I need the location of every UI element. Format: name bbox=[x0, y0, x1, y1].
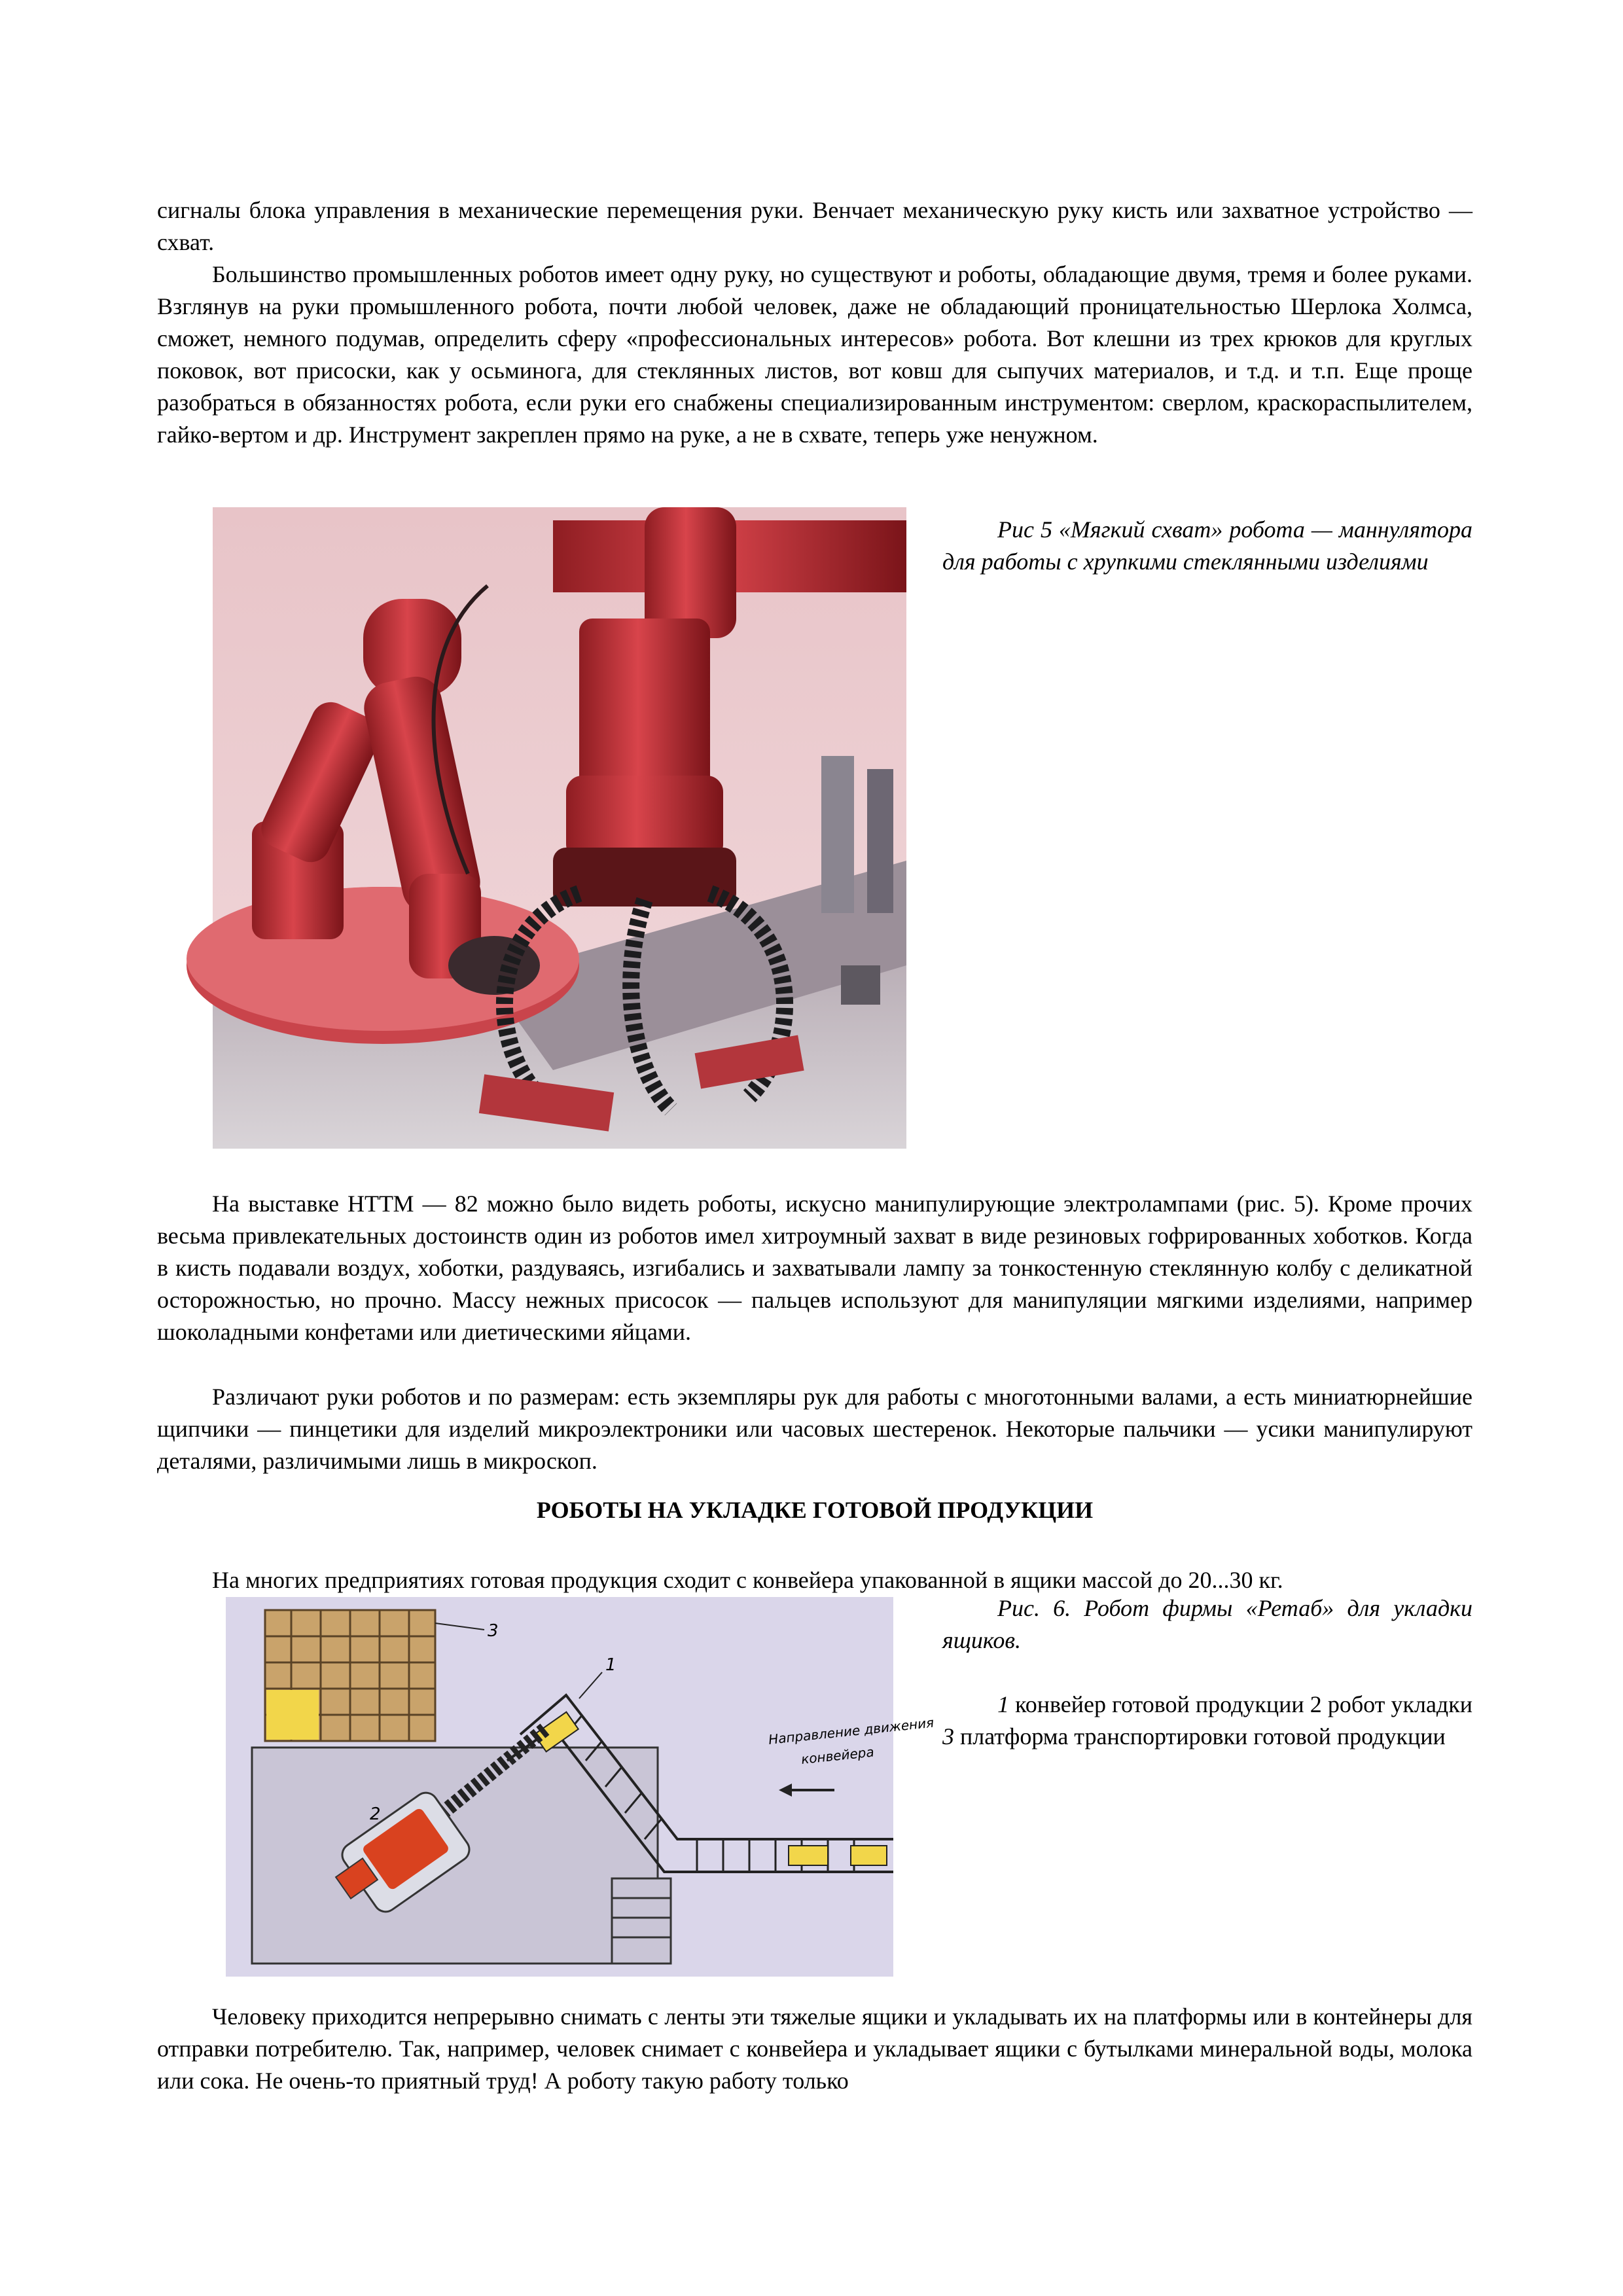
figure-5-illustration bbox=[213, 507, 906, 1149]
legend-text-3: платформа транспортировки готовой продукции bbox=[954, 1723, 1446, 1749]
paragraph-1: сигналы блока управления в механические перемещения руки. Венчает механическую руку кисть или захватное устройство — схват. bbox=[157, 197, 1472, 255]
paragraph-2: Большинство промышленных роботов имеет одну руку, но существуют и роботы, обладающие двумя, тремя и более руками. Взглянув на руки промышленного робота, почти любой человек, даже не обладающий проницательностью Шерлока Холмса, сможет, немного подумав, определить сферу «профессиональных интересов» робота. Вот клешни из трех крюков для круглых поковок, вот присоски, как у осьминога, для стеклянных листов, вот ковш для сыпучих материалов, и т.д. и т.п. Еще проще разобраться в обязанностях робота, если руки его снабжены специализированным инструментом: сверлом, краскораспылителем, гайко-вертом и др. Инструмент закреплен прямо на руке, а не в схвате, теперь уже ненужном. bbox=[157, 261, 1472, 448]
legend-number-3: 3 bbox=[942, 1723, 954, 1749]
paragraph-5: На многих предприятиях готовая продукция сходит с конвейера упакованной в ящики массой до 20...30 кг. bbox=[212, 1567, 1283, 1593]
paragraph-3: На выставке НТТМ — 82 можно было видеть роботы, искусно манипулирующие электролампами (рис. 5). Кроме прочих весьма привлекательных достоинств один из роботов имел хитроумный захват в виде резиновых гофрированных хоботков. Когда в кисть подавали воздух, хоботки, раздуваясь, изгибались и захватывали лампу за тонкостенную стеклянную колбу с деликатной осторожностью, но прочно. Массу нежных присосок — пальцев используют для манипуляции мягкими изделиями, например шоколадными конфетами или диетическими яйцами. bbox=[157, 1191, 1472, 1345]
legend-text-1: конвейер готовой продукции 2 робот укладки bbox=[1009, 1691, 1472, 1717]
paragraph-4: Различают руки роботов и по размерам: есть экземпляры рук для работы с многотонными валами, а есть миниатюрнейшие щипчики — пинцетики для изделий микроэлектроники или часовых шестеренок. Некоторые пальчики — усики манипулируют деталями, различимыми лишь в микроскоп. bbox=[157, 1384, 1472, 1474]
direction-label-line2: конвейера bbox=[800, 1744, 875, 1767]
label-3: 3 bbox=[488, 1621, 499, 1641]
figure-6-diagram bbox=[226, 1597, 935, 1977]
palletizing-robot-diagram bbox=[226, 1597, 935, 1977]
label-1: 1 bbox=[605, 1655, 616, 1675]
section-heading: РОБОТЫ НА УКЛАДКЕ ГОТОВОЙ ПРОДУКЦИИ bbox=[536, 1497, 1094, 1523]
figure-5-caption: Рис 5 «Мягкий схват» робота — маннулятора для работы с хрупкими стеклянными изделиями bbox=[942, 516, 1472, 575]
direction-label-line1: Направление движения bbox=[768, 1714, 935, 1748]
figure-6-caption: Рис. 6. Робот фирмы «Ретаб» для укладки ящиков. bbox=[942, 1595, 1472, 1653]
label-2: 2 bbox=[370, 1804, 381, 1824]
robot-soft-gripper-illustration bbox=[213, 507, 906, 1149]
legend-number-1: 1 bbox=[997, 1691, 1009, 1717]
paragraph-6: Человеку приходится непрерывно снимать с ленты эти тяжелые ящики и укладывать их на платформы или в контейнеры для отправки потребителю. Так, например, человек снимает с конвейера и укладывает ящики с бутылками минеральной воды, молока или сока. Не очень-то приятный труд! А роботу такую работу только bbox=[157, 2003, 1472, 2094]
figure-6-legend bbox=[942, 1689, 1472, 1753]
